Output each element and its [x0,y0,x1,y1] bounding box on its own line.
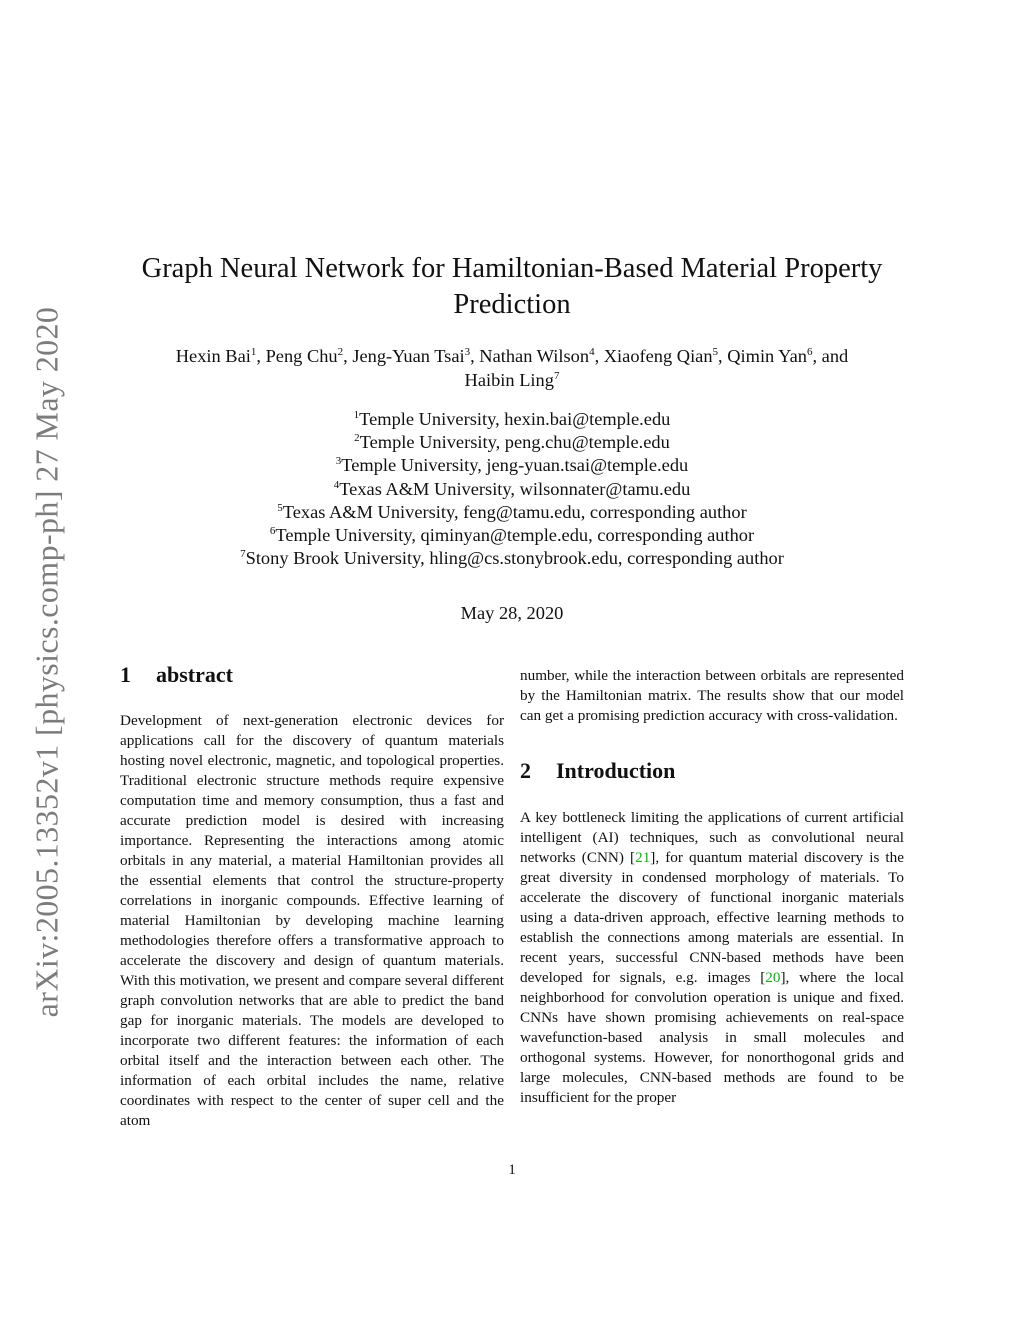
section-number: 1 [120,662,131,687]
author: Nathan Wilson$^4$, [479,346,604,366]
paper-title: Graph Neural Network for Hamiltonian-Based Material Property Prediction [141,253,883,320]
left-column [120,660,504,1131]
affiliation: $^3$Temple University, jeng-yuan.tsai@temple.edu [335,455,689,476]
introduction-text: A key bottleneck limiting the applications of current artificial intelligent (AI) techniques, such as convolutional neural networks (CNN) [21], for quantum material discovery is the great diversity in condensed morphology of materials. To accelerate the discovery of functional inorganic materials using a data-driven approach, effective learning methods to establish the connections among materials are essential. In recent years, successful CNN-based methods have been developed for signals, e.g. images [20], where the local neighborhood for convolution operation is unique and fixed. CNNs have shown promising achievements on real-space wavefunction-based analysis in small molecules and orthogonal systems. However, for nonorthogonal grids and large molecules, CNN-based methods are found to be insufficient for the proper [520,809,904,1106]
author-list [120,344,904,392]
affiliation-list [120,408,904,570]
introduction-heading [520,756,904,786]
affiliation: $^7$Stony Brook University, hling@cs.stonybrook.edu, corresponding author [240,548,784,569]
affiliation: $^5$Texas A&M University, feng@tamu.edu, corresponding author [277,501,747,522]
author: Qimin Yan$^6$, and [727,346,849,366]
author: Peng Chu$^2$, [265,346,353,366]
affiliation: $^2$Temple University, peng.chu@temple.edu [354,432,670,453]
author: Xiaofeng Qian$^5$, [603,346,728,366]
right-column [520,666,904,1108]
abstract-heading [120,660,504,690]
author: Jeng-Yuan Tsai$^3$, [352,346,480,366]
abstract-text: Development of next-generation electronic devices for applications call for the discovery of quantum materials hosting novel electronic, magnetic, and topological properties. Traditional electronic structure methods require expensive computation time and memory consumption, thus a fast and accurate prediction model is desired with increasing importance. Representing the interactions among atomic orbitals in any material, a material Hamiltonian provides all the essential elements that control the structure-property correlations in inorganic compounds. Effective learning of material Hamiltonian by developing machine learning methodologies therefore offers a transformative approach to accelerate the discovery and design of quantum materials. With this motivation, we present and compare several different graph convolution networks that are able to predict the band gap for inorganic materials. The models are developed to incorporate two different features: the information of each orbital itself and the interaction between each other. The information of each orbital includes the name, relative coordinates with respect to the center of super cell and the atom [120,712,504,1129]
section-title: abstract [156,662,233,687]
section-number: 2 [520,758,531,783]
abstract-continuation: number, while the interaction between orbitals are represented by the Hamiltonian matrix. The results show that our model can get a promising prediction accuracy with cross-validation. [520,667,904,724]
author: Hexin Bai$^1$, [175,346,266,366]
affiliation: $^4$Texas A&M University, wilsonnater@tamu.edu [333,478,691,499]
publication-date: May 28, 2020 [460,603,564,623]
citation-link[interactable]: 21 [635,849,651,866]
arxiv-identifier-stamp: arXiv:2005.13352v1 [physics.comp-ph] 27 May 2020 [28,306,65,1018]
page-number: 1 [508,1161,516,1178]
affiliation: $^1$Temple University, hexin.bai@temple.edu [353,409,671,429]
citation-link[interactable]: 20 [765,969,781,986]
author: Haibin Ling$^7$ [464,370,560,390]
affiliation: $^6$Temple University, qiminyan@temple.edu, corresponding author [269,525,755,546]
section-title: Introduction [556,758,676,783]
